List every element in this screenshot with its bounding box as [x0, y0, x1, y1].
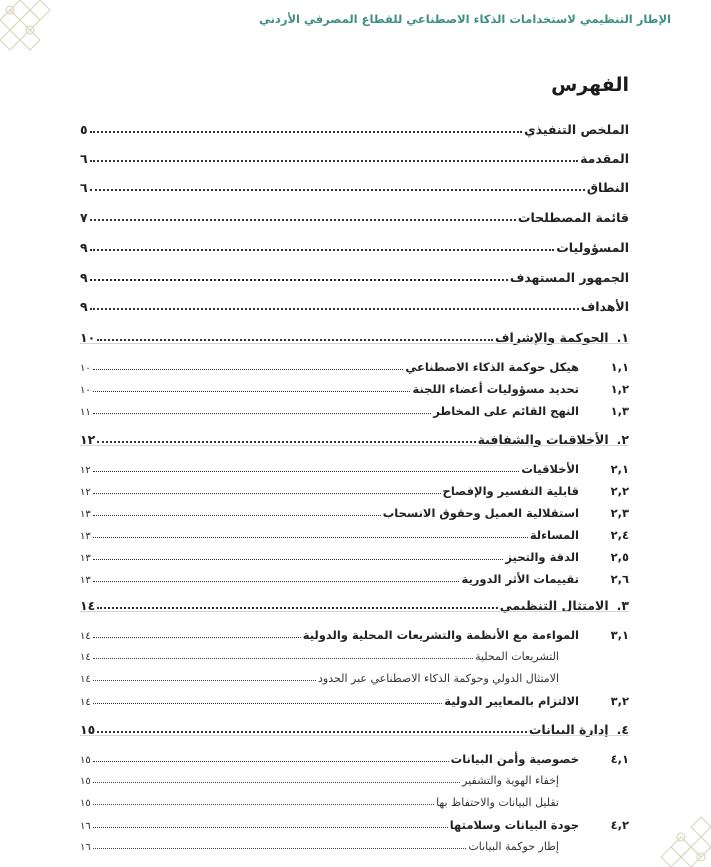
toc-dot-leader — [90, 160, 578, 162]
toc-entry-text: المساءلة — [529, 528, 579, 542]
toc-dot-leader — [93, 493, 441, 494]
toc-entry-text: الامتثال الدولي وحوكمة الذكاء الاصطناعي عبر الحدود — [318, 672, 559, 685]
toc-dot-leader — [90, 279, 508, 281]
toc-entry-text: قائمة المصطلحات — [517, 210, 629, 225]
toc-dot-leader — [93, 804, 434, 805]
toc-entry-text: الحوكمة والإشراف — [494, 330, 609, 345]
toc-entry[interactable] — [80, 752, 629, 766]
toc-entry[interactable] — [80, 404, 629, 418]
toc-dot-leader — [93, 391, 411, 392]
toc-entry-page: ١٤ — [80, 598, 96, 613]
toc-entry[interactable] — [80, 572, 629, 586]
toc-entry-page: ١٦ — [80, 842, 91, 853]
toc-dot-leader — [93, 471, 520, 472]
toc-entry-page: ١٥ — [80, 798, 91, 809]
toc-dot-leader — [93, 703, 443, 704]
toc-dot-leader — [93, 782, 460, 783]
toc-entry[interactable] — [80, 694, 629, 708]
toc-entry-number: ٢,٤ — [610, 528, 629, 542]
toc-dot-leader — [93, 559, 504, 560]
toc-dot-leader — [97, 731, 527, 733]
toc-entry[interactable] — [80, 462, 629, 476]
corner-ornament-icon — [641, 797, 711, 867]
toc-dot-leader — [93, 581, 460, 582]
toc-entry-text: الالتزام بالمعايير الدولية — [444, 694, 579, 708]
toc-entry-text: إطار حوكمة البيانات — [468, 840, 559, 853]
toc-entry-text: إدارة البيانات — [528, 722, 609, 737]
toc-dot-leader — [93, 658, 473, 659]
toc-entry-page: ٧ — [80, 210, 88, 225]
toc-entry-page: ١٣ — [80, 553, 91, 564]
toc-dot-leader — [93, 827, 448, 828]
toc-entry-text: المواءمة مع الأنظمة والتشريعات المحلية والدولية — [302, 628, 579, 642]
toc-entry-number: ١. — [616, 330, 629, 345]
toc-entry-text: تحديد مسؤوليات أعضاء اللجنة — [412, 382, 579, 396]
toc-entry-number: ١,٣ — [610, 404, 629, 418]
toc-entry-number: ٢. — [616, 432, 629, 447]
toc-entry-number: ٢,٢ — [610, 484, 629, 498]
toc-entry-page: ٩ — [80, 240, 88, 255]
toc-entry-text: تقليل البيانات والاحتفاظ بها — [436, 796, 559, 809]
toc-entry-page: ١٣ — [80, 509, 91, 520]
toc-entry[interactable] — [80, 528, 629, 542]
toc-dot-leader — [93, 637, 301, 638]
section-divider — [80, 611, 629, 612]
toc-entry-page: ١٤ — [80, 674, 91, 685]
toc-dot-leader — [90, 131, 523, 133]
toc-entry[interactable] — [80, 840, 629, 853]
toc-entry-page: ١٤ — [80, 697, 91, 708]
toc-entry[interactable] — [80, 506, 629, 520]
toc-entry[interactable] — [80, 650, 629, 663]
toc-entry-text: النهج القائم على المخاطر — [433, 404, 579, 418]
toc-dot-leader — [93, 761, 449, 762]
section-divider — [80, 343, 629, 344]
toc-entry-page: ١٦ — [80, 821, 91, 832]
toc-entry-page: ٦ — [80, 151, 88, 166]
toc-entry-page: ٥ — [80, 122, 88, 137]
toc-entry-page: ١٥ — [80, 776, 91, 787]
toc-entry-page: ١٤ — [80, 652, 91, 663]
toc-entry[interactable] — [80, 299, 629, 314]
toc-entry[interactable] — [80, 210, 629, 225]
toc-entry[interactable] — [80, 240, 629, 255]
toc-dot-leader — [97, 441, 475, 443]
toc-entry-number: ٢,٦ — [610, 572, 629, 586]
toc-entry[interactable] — [80, 122, 629, 137]
toc-entry-text: المقدمة — [580, 151, 629, 166]
toc-entry-page: ١٠ — [80, 363, 91, 374]
toc-entry-page: ١٢ — [80, 465, 91, 476]
toc-dot-leader — [93, 369, 404, 370]
toc-entry-page: ١٥ — [80, 755, 91, 766]
toc-entry-number: ٤,٢ — [610, 818, 629, 832]
toc-dot-leader — [93, 515, 381, 516]
toc-entry-text: الجمهور المستهدف — [509, 270, 629, 285]
toc-entry[interactable] — [80, 484, 629, 498]
toc-entry[interactable] — [80, 151, 629, 166]
toc-entry-text: هيكل حوكمة الذكاء الاصطناعي — [405, 360, 579, 374]
toc-entry-number: ٣,٢ — [610, 694, 629, 708]
corner-ornament-icon — [0, 0, 60, 60]
toc-heading: الفهرس — [551, 74, 629, 96]
toc-entry-text: استقلالية العميل وحقوق الانسحاب — [382, 506, 579, 520]
section-divider — [80, 445, 629, 446]
toc-entry-text: الأخلاقيات — [521, 462, 579, 476]
toc-entry[interactable] — [80, 818, 629, 832]
toc-entry-page: ٦ — [80, 180, 88, 195]
toc-entry-page: ٩ — [80, 270, 88, 285]
toc-entry-number: ٢,٣ — [610, 506, 629, 520]
toc-entry-page: ١١ — [80, 407, 91, 418]
toc-entry-page: ١٥ — [80, 722, 96, 737]
toc-entry-text: الأهداف — [580, 299, 629, 314]
toc-entry-page: ١٢ — [80, 432, 96, 447]
toc-dot-leader — [97, 607, 497, 609]
toc-dot-leader — [90, 249, 555, 251]
toc-entry[interactable] — [80, 270, 629, 285]
toc-entry-page: ١٠ — [80, 385, 91, 396]
toc-dot-leader — [90, 308, 579, 310]
toc-entry[interactable] — [80, 382, 629, 396]
toc-entry-number: ٢,١ — [610, 462, 629, 476]
toc-entry[interactable] — [80, 550, 629, 564]
toc-entry-text: التشريعات المحلية — [475, 650, 559, 663]
toc-entry-number: ٣,١ — [610, 628, 629, 642]
toc-entry-page: ١٤ — [80, 631, 91, 642]
toc-entry-text: تقييمات الأثر الدورية — [461, 572, 579, 586]
toc-entry-text: المسؤوليات — [556, 240, 629, 255]
toc-entry-text: جودة البيانات وسلامتها — [449, 818, 579, 832]
toc-entry[interactable] — [80, 796, 629, 809]
toc-entry-number: ٤,١ — [610, 752, 629, 766]
toc-dot-leader — [90, 189, 585, 191]
toc-entry-number: ٢,٥ — [610, 550, 629, 564]
toc-dot-leader — [93, 848, 467, 849]
toc-entry-page: ١٣ — [80, 531, 91, 542]
section-divider — [80, 735, 629, 736]
toc-entry[interactable] — [80, 774, 629, 787]
toc-entry-text: الدقة والتحيز — [505, 550, 579, 564]
toc-entry-number: ١,١ — [610, 360, 629, 374]
toc-entry[interactable] — [80, 360, 629, 374]
document-header: الإطار التنظيمي لاستخدامات الذكاء الاصطناعي للقطاع المصرفي الأردني — [258, 12, 671, 26]
toc-entry-number: ٣. — [616, 598, 629, 613]
toc-entry-page: ١٢ — [80, 487, 91, 498]
toc-entry-text: النطاق — [586, 180, 629, 195]
toc-dot-leader — [97, 339, 493, 341]
toc-entry-text: الامتثال التنظيمي — [499, 598, 609, 613]
toc-dot-leader — [93, 537, 528, 538]
toc-entry-text: الملخص التنفيذي — [524, 122, 629, 137]
toc-entry-text: إخفاء الهوية والتشفير — [462, 774, 559, 787]
toc-entry-number: ٤. — [616, 722, 629, 737]
toc-entry[interactable] — [80, 672, 629, 685]
toc-entry-page: ٩ — [80, 299, 88, 314]
toc-dot-leader — [90, 219, 516, 221]
toc-entry[interactable] — [80, 180, 629, 195]
toc-dot-leader — [93, 680, 316, 681]
toc-entry-text: الأخلاقيات والشفافية — [477, 432, 609, 447]
toc-entry-text: قابلية التفسير والإفصاح — [442, 484, 579, 498]
toc-entry[interactable] — [80, 628, 629, 642]
toc-entry-text: خصوصية وأمن البيانات — [450, 752, 579, 766]
toc-dot-leader — [93, 413, 431, 414]
toc-entry-number: ١,٢ — [610, 382, 629, 396]
toc-entry-page: ١٣ — [80, 575, 91, 586]
toc-entry-page: ١٠ — [80, 330, 96, 345]
